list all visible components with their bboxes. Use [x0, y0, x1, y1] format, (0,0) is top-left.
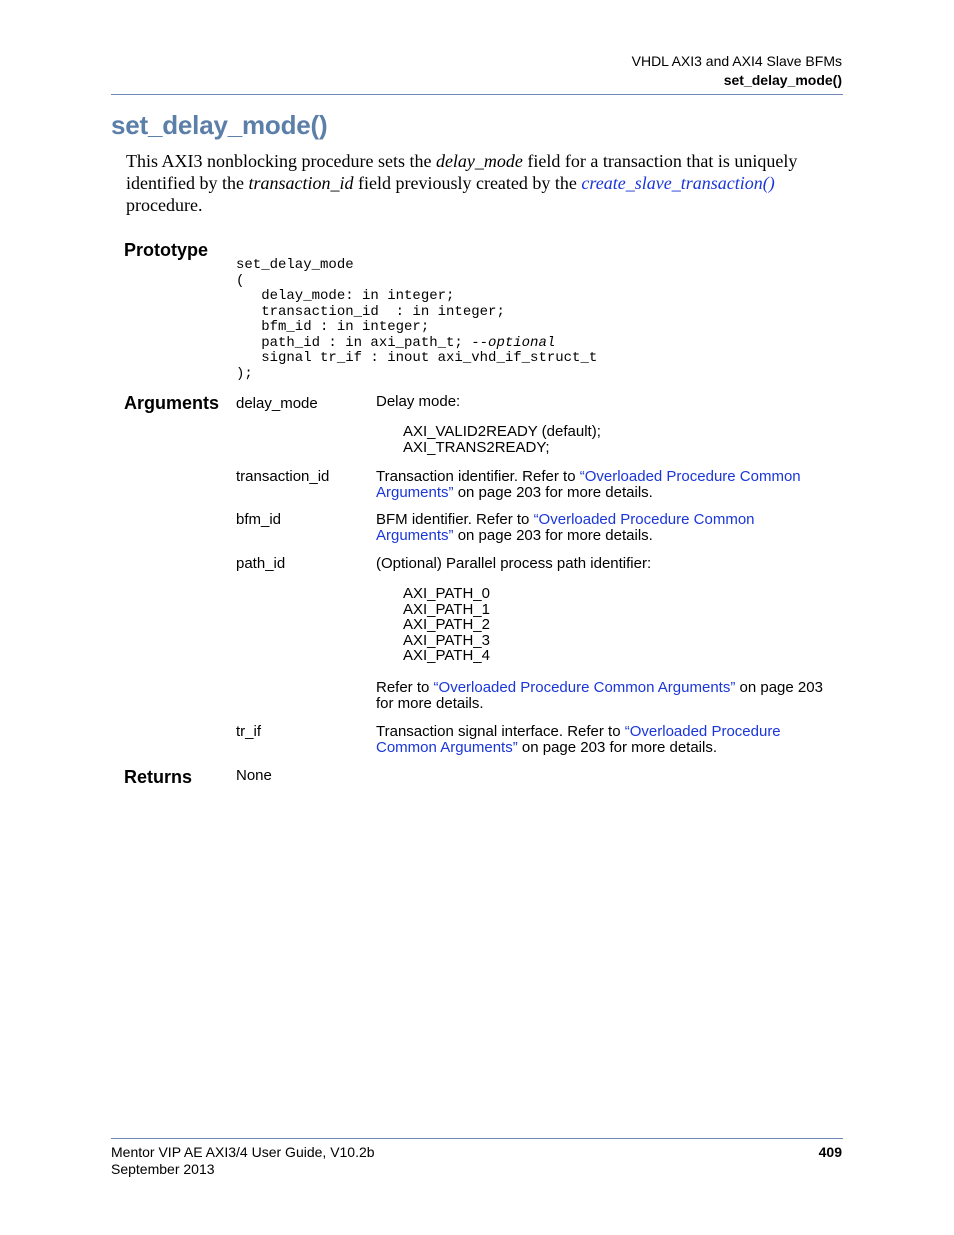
overloaded-args-link[interactable]: Common Arguments” [376, 739, 518, 756]
header-rule [111, 94, 843, 95]
arg-value: AXI_VALID2READY (default); [403, 423, 601, 440]
overloaded-args-link[interactable]: “Overloaded Procedure Common [579, 468, 801, 485]
intro-text: field for a transaction that is uniquely [522, 151, 798, 171]
arg-desc-line [376, 680, 823, 696]
arg-desc-text: on page 203 for more details. [517, 739, 718, 756]
arguments-heading: Arguments [124, 393, 220, 413]
arg-desc-line [376, 485, 801, 501]
arg-desc-bfm-id [376, 512, 755, 544]
arg-desc-text: BFM identifier. Refer to [376, 511, 534, 528]
running-header-section: set_delay_mode() [723, 72, 842, 88]
intro-field-delay-mode: delay_mode [435, 151, 523, 171]
code-line [236, 336, 597, 352]
arg-value: AXI_PATH_2 [403, 616, 490, 633]
code-line: transaction_id : in integer; [236, 303, 505, 320]
arg-desc-line [376, 512, 755, 528]
page-number: 409 [818, 1144, 842, 1160]
arg-name-tr-if: tr_if [236, 723, 262, 740]
overloaded-args-link[interactable]: “Overloaded Procedure Common Arguments” [433, 678, 736, 696]
arg-desc-delay-mode [376, 394, 601, 456]
footer-rule [111, 1138, 843, 1139]
code-line: bfm_id : in integer; [236, 319, 430, 335]
intro-text: This AXI3 nonblocking procedure sets the [126, 151, 436, 171]
overloaded-args-link[interactable]: “Overloaded Procedure [624, 723, 781, 740]
create-slave-transaction-link[interactable]: create_slave_transaction() [581, 173, 775, 193]
intro-text: field previously created by the [353, 173, 582, 193]
arg-name-path-id: path_id [236, 555, 286, 572]
arg-desc-text: Transaction signal interface. Refer to [376, 723, 625, 740]
prototype-heading: Prototype [124, 240, 209, 260]
arg-desc-text: on page 203 for more details. [453, 484, 653, 501]
arg-value: AXI_TRANS2READY; [403, 439, 550, 456]
running-header-chapter: VHDL AXI3 and AXI4 Slave BFMs [631, 53, 842, 69]
intro-line-2 [126, 172, 846, 194]
arg-desc-text: Transaction identifier. Refer to [376, 468, 580, 485]
arg-desc-line [376, 469, 801, 485]
arg-value: AXI_PATH_1 [403, 600, 490, 618]
arg-desc-text: Delay mode: [376, 393, 461, 410]
code-line: delay_mode: in integer; [236, 288, 455, 304]
arg-desc-transaction-id [376, 469, 801, 501]
overloaded-args-link[interactable]: Arguments” [376, 527, 454, 544]
prototype-code-block [236, 258, 597, 382]
arg-desc-path-id [376, 556, 823, 712]
intro-paragraph [126, 150, 846, 216]
footer-date: September 2013 [111, 1161, 215, 1177]
arg-name-transaction-id: transaction_id [236, 468, 330, 485]
returns-value: None [236, 767, 272, 784]
arg-desc-text: on page 203 [735, 678, 823, 696]
code-optional-comment: optional [488, 334, 556, 351]
arg-name-delay-mode: delay_mode [236, 395, 318, 412]
code-line: signal tr_if : inout axi_vhd_if_struct_t [236, 350, 598, 366]
arg-desc-text: (Optional) Parallel process path identifier: [376, 555, 652, 572]
overloaded-args-link[interactable]: Arguments” [376, 484, 454, 501]
arg-desc-line [376, 528, 755, 544]
arg-value: AXI_PATH_3 [403, 631, 490, 649]
arg-desc-line [376, 740, 781, 756]
arg-desc-tr-if [376, 724, 781, 756]
intro-line-1 [126, 150, 846, 172]
arg-value: AXI_PATH_0 [403, 585, 490, 602]
intro-text: identified by the [126, 173, 249, 193]
code-line: set_delay_mode [236, 257, 354, 273]
intro-line-3: procedure. [126, 195, 203, 215]
arg-name-bfm-id: bfm_id [236, 511, 282, 528]
code-text: path_id : in axi_path_t; -- [236, 334, 489, 351]
footer-guide-title: Mentor VIP AE AXI3/4 User Guide, V10.2b [111, 1144, 375, 1160]
arg-desc-text: for more details. [376, 694, 484, 712]
returns-heading: Returns [124, 767, 193, 787]
code-line: ); [236, 365, 253, 382]
arg-value: AXI_PATH_4 [403, 647, 490, 664]
code-line: ( [236, 272, 245, 289]
overloaded-args-link[interactable]: “Overloaded Procedure Common [533, 511, 755, 528]
arg-desc-text: Refer to [376, 678, 434, 696]
intro-field-transaction-id: transaction_id [248, 173, 354, 193]
page-title: set_delay_mode() [111, 110, 328, 140]
arg-desc-line [376, 724, 781, 740]
arg-desc-text: on page 203 for more details. [453, 527, 653, 544]
